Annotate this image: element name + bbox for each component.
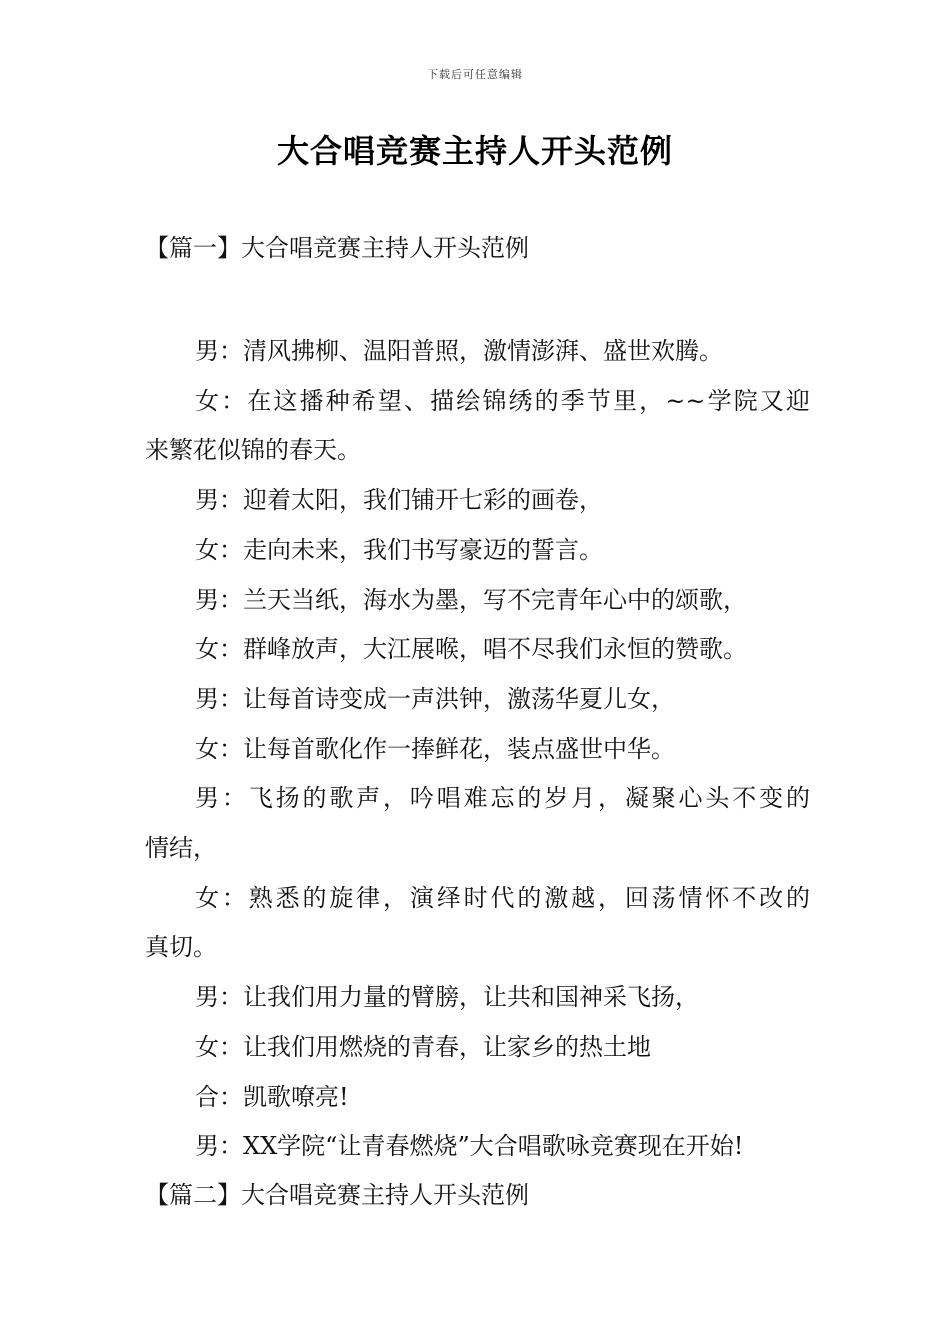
paragraph-line: 男：飞扬的歌声，吟唱难忘的岁月，凝聚心头不变的	[195, 784, 810, 813]
paragraph-line: 男：XX学院“让青春燃烧”大合唱歌咏竞赛现在开始!	[195, 1132, 744, 1161]
document-title: 大合唱竞赛主持人开头范例	[276, 132, 673, 170]
paragraph-line: 来繁花似锦的春天。	[145, 436, 361, 465]
section-heading-2: 【篇二】大合唱竞赛主持人开头范例	[145, 1181, 529, 1209]
paragraph-line: 男：让每首诗变成一声洪钟，激荡华夏儿女，	[195, 684, 675, 713]
paragraph-line: 女：在这播种希望、描绘锦绣的季节里，~~学院又迎	[195, 386, 810, 415]
paragraph-line: 女：让我们用燃烧的青春，让家乡的热土地	[195, 1032, 651, 1061]
paragraph-line: 男：迎着太阳，我们铺开七彩的画卷，	[195, 486, 603, 515]
paragraph-line: 女：让每首歌化作一捧鲜花，装点盛世中华。	[195, 734, 675, 763]
document-body	[145, 327, 810, 1172]
paragraph-line: 合：凯歌嘹亮!	[195, 1082, 349, 1111]
section-heading-1: 【篇一】大合唱竞赛主持人开头范例	[145, 234, 529, 262]
header-note: 下载后可任意编辑	[427, 68, 523, 81]
paragraph-line: 情结，	[145, 834, 217, 863]
paragraph-line: 女：群峰放声，大江展喉，唱不尽我们永恒的赞歌。	[195, 635, 747, 664]
paragraph-line: 真切。	[145, 933, 217, 962]
paragraph-line: 男：清风拂柳、温阳普照，激情澎湃、盛世欢腾。	[195, 337, 723, 365]
paragraph-line: 女：走向未来，我们书写豪迈的誓言。	[195, 535, 603, 564]
paragraph-line: 女：熟悉的旋律，演绎时代的激越，回荡情怀不改的	[195, 883, 810, 912]
paragraph-line: 男：兰天当纸，海水为墨，写不完青年心中的颂歌，	[195, 585, 747, 614]
paragraph-line: 男：让我们用力量的臂膀，让共和国神采飞扬，	[195, 983, 699, 1012]
